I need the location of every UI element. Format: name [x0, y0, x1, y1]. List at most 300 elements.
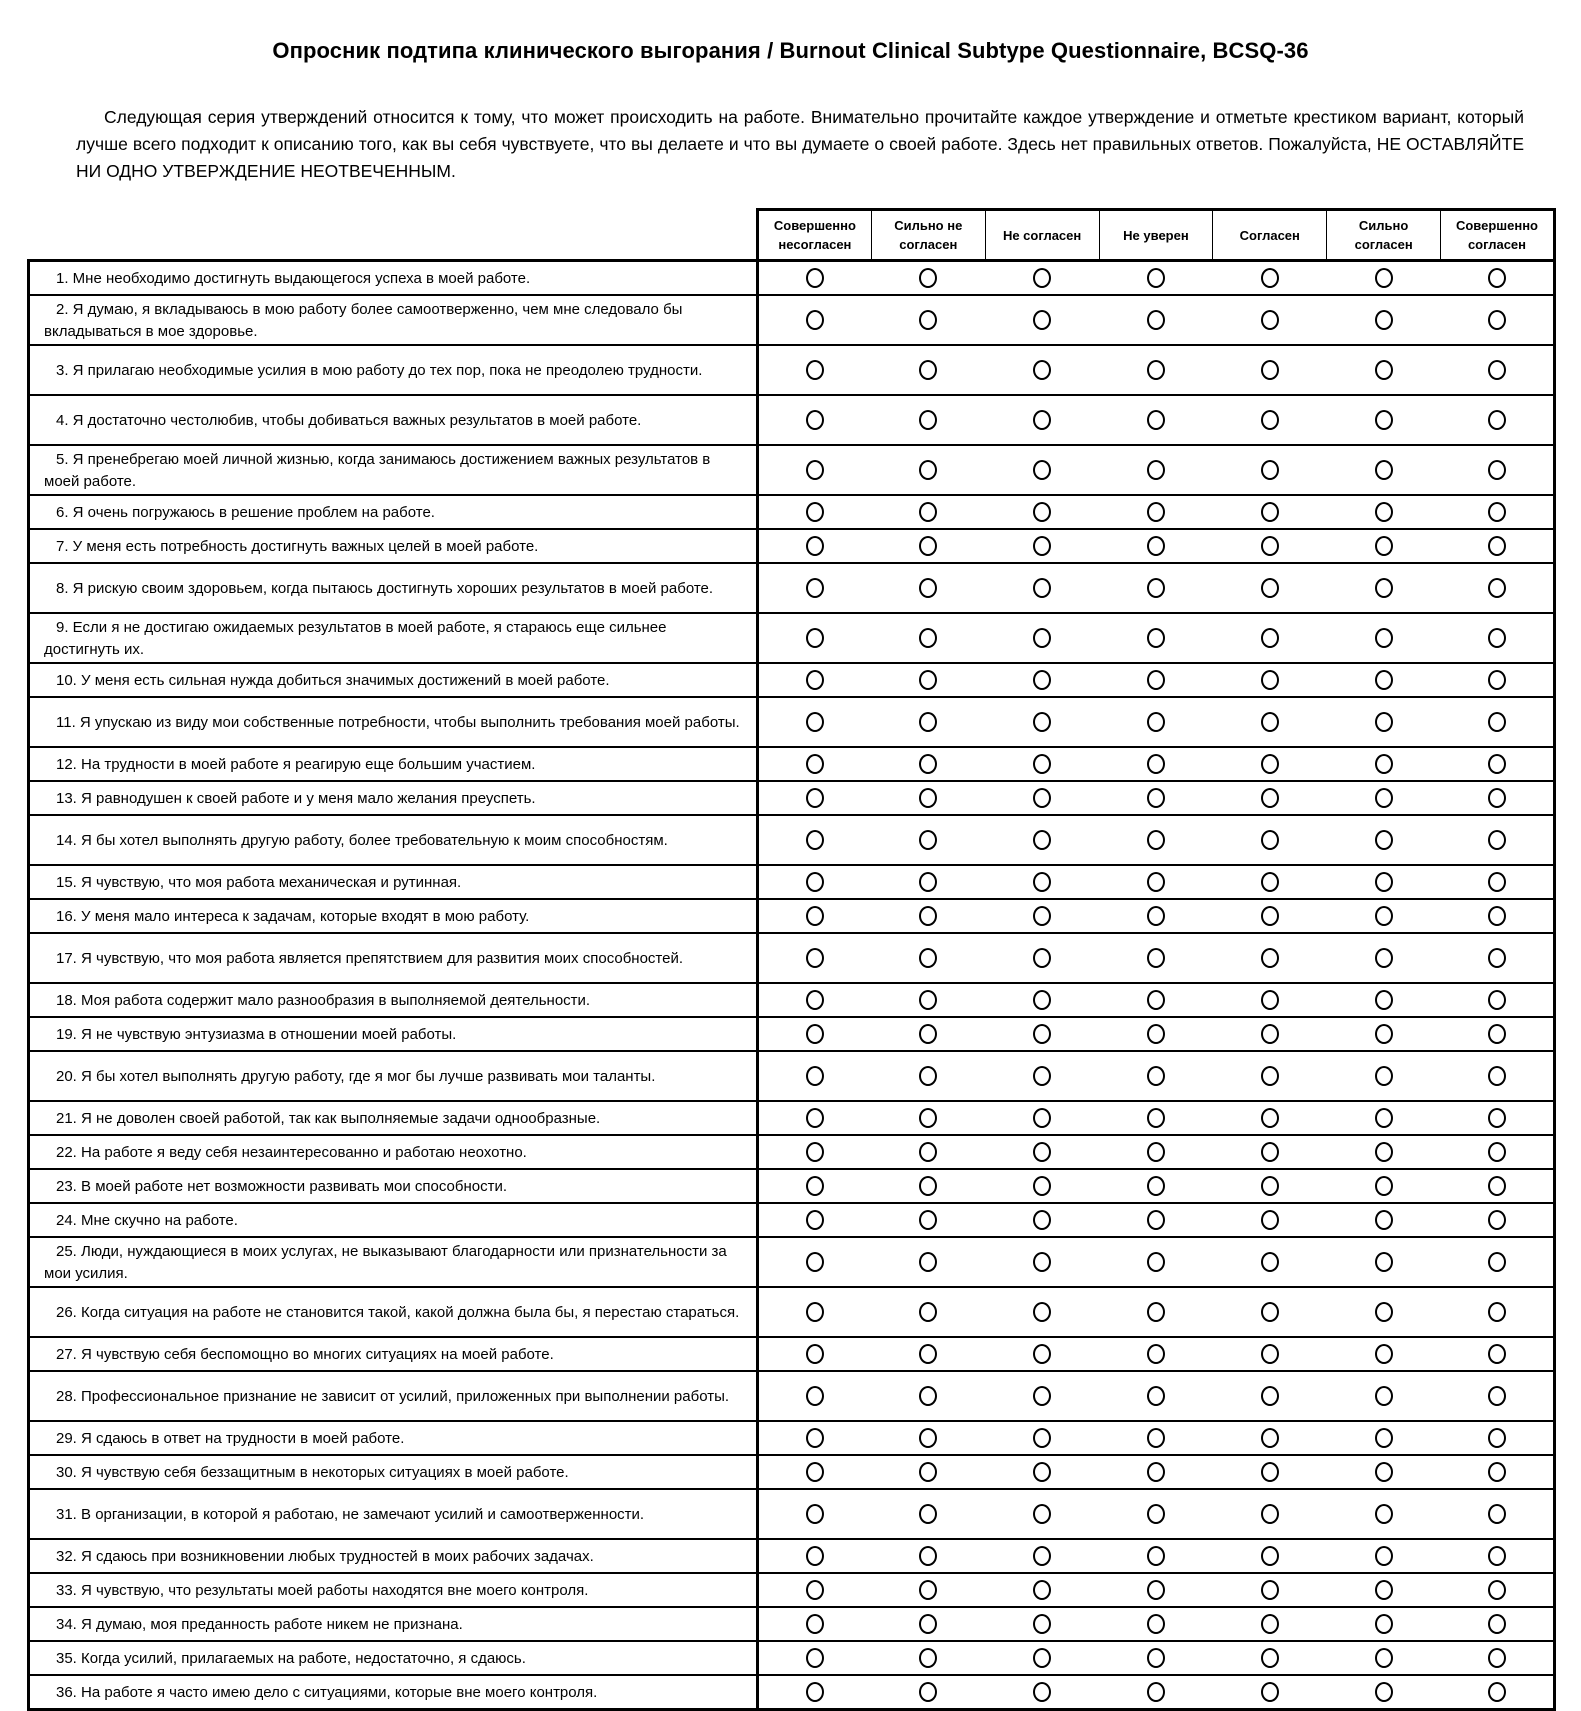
- answer-cell[interactable]: [1213, 1169, 1327, 1203]
- answer-cell[interactable]: [1327, 395, 1441, 445]
- answer-cell[interactable]: [1327, 1675, 1441, 1710]
- answer-cell[interactable]: [871, 563, 985, 613]
- answer-cell[interactable]: [1099, 1455, 1213, 1489]
- answer-circle-icon[interactable]: [1488, 1302, 1506, 1322]
- answer-cell[interactable]: [871, 1573, 985, 1607]
- answer-cell[interactable]: [1213, 1539, 1327, 1573]
- answer-circle-icon[interactable]: [1375, 788, 1393, 808]
- answer-circle-icon[interactable]: [806, 578, 824, 598]
- answer-cell[interactable]: [871, 1675, 985, 1710]
- answer-cell[interactable]: [758, 815, 872, 865]
- answer-circle-icon[interactable]: [1488, 268, 1506, 288]
- answer-circle-icon[interactable]: [1375, 578, 1393, 598]
- answer-cell[interactable]: [1099, 899, 1213, 933]
- answer-circle-icon[interactable]: [1488, 1344, 1506, 1364]
- answer-cell[interactable]: [1441, 295, 1555, 345]
- answer-cell[interactable]: [1441, 1017, 1555, 1051]
- answer-circle-icon[interactable]: [1488, 1580, 1506, 1600]
- answer-cell[interactable]: [1327, 563, 1441, 613]
- answer-circle-icon[interactable]: [1033, 1428, 1051, 1448]
- answer-circle-icon[interactable]: [806, 1648, 824, 1668]
- answer-cell[interactable]: [871, 747, 985, 781]
- answer-circle-icon[interactable]: [1147, 788, 1165, 808]
- answer-circle-icon[interactable]: [1375, 1302, 1393, 1322]
- answer-circle-icon[interactable]: [919, 460, 937, 480]
- answer-cell[interactable]: [1099, 1051, 1213, 1101]
- answer-circle-icon[interactable]: [1488, 670, 1506, 690]
- answer-cell[interactable]: [871, 495, 985, 529]
- answer-circle-icon[interactable]: [1147, 410, 1165, 430]
- answer-circle-icon[interactable]: [1488, 1504, 1506, 1524]
- answer-cell[interactable]: [1213, 345, 1327, 395]
- answer-cell[interactable]: [1327, 663, 1441, 697]
- answer-circle-icon[interactable]: [1147, 1462, 1165, 1482]
- answer-cell[interactable]: [1441, 1051, 1555, 1101]
- answer-cell[interactable]: [1213, 1135, 1327, 1169]
- answer-circle-icon[interactable]: [1033, 712, 1051, 732]
- answer-cell[interactable]: [1213, 1051, 1327, 1101]
- answer-cell[interactable]: [1327, 1539, 1441, 1573]
- answer-circle-icon[interactable]: [1261, 410, 1279, 430]
- answer-cell[interactable]: [1213, 933, 1327, 983]
- answer-cell[interactable]: [871, 295, 985, 345]
- answer-cell[interactable]: [1213, 1675, 1327, 1710]
- answer-circle-icon[interactable]: [1375, 1504, 1393, 1524]
- answer-cell[interactable]: [1327, 865, 1441, 899]
- answer-cell[interactable]: [871, 865, 985, 899]
- answer-circle-icon[interactable]: [1147, 536, 1165, 556]
- answer-cell[interactable]: [871, 395, 985, 445]
- answer-cell[interactable]: [985, 1287, 1099, 1337]
- answer-cell[interactable]: [758, 1371, 872, 1421]
- answer-circle-icon[interactable]: [1488, 1024, 1506, 1044]
- answer-circle-icon[interactable]: [1147, 1428, 1165, 1448]
- answer-circle-icon[interactable]: [1147, 990, 1165, 1010]
- answer-cell[interactable]: [1327, 1573, 1441, 1607]
- answer-cell[interactable]: [1441, 1169, 1555, 1203]
- answer-cell[interactable]: [1441, 865, 1555, 899]
- answer-cell[interactable]: [1099, 261, 1213, 296]
- answer-cell[interactable]: [758, 345, 872, 395]
- answer-cell[interactable]: [985, 1169, 1099, 1203]
- answer-circle-icon[interactable]: [919, 948, 937, 968]
- answer-cell[interactable]: [1099, 563, 1213, 613]
- answer-cell[interactable]: [758, 1203, 872, 1237]
- answer-cell[interactable]: [985, 1051, 1099, 1101]
- answer-circle-icon[interactable]: [1033, 502, 1051, 522]
- answer-circle-icon[interactable]: [919, 1344, 937, 1364]
- answer-cell[interactable]: [1441, 395, 1555, 445]
- answer-circle-icon[interactable]: [806, 670, 824, 690]
- answer-cell[interactable]: [1327, 815, 1441, 865]
- answer-circle-icon[interactable]: [1375, 1580, 1393, 1600]
- answer-circle-icon[interactable]: [919, 628, 937, 648]
- answer-cell[interactable]: [758, 1017, 872, 1051]
- answer-cell[interactable]: [871, 781, 985, 815]
- answer-circle-icon[interactable]: [1488, 830, 1506, 850]
- answer-circle-icon[interactable]: [1261, 1252, 1279, 1272]
- answer-cell[interactable]: [1213, 563, 1327, 613]
- answer-cell[interactable]: [871, 1135, 985, 1169]
- answer-cell[interactable]: [1441, 747, 1555, 781]
- answer-cell[interactable]: [871, 697, 985, 747]
- answer-cell[interactable]: [1327, 697, 1441, 747]
- answer-circle-icon[interactable]: [1261, 906, 1279, 926]
- answer-cell[interactable]: [1099, 697, 1213, 747]
- answer-circle-icon[interactable]: [1147, 1066, 1165, 1086]
- answer-cell[interactable]: [758, 261, 872, 296]
- answer-circle-icon[interactable]: [1147, 1024, 1165, 1044]
- answer-cell[interactable]: [758, 1051, 872, 1101]
- answer-circle-icon[interactable]: [1488, 360, 1506, 380]
- answer-cell[interactable]: [1099, 1371, 1213, 1421]
- answer-circle-icon[interactable]: [1261, 1344, 1279, 1364]
- answer-circle-icon[interactable]: [919, 1386, 937, 1406]
- answer-cell[interactable]: [758, 1489, 872, 1539]
- answer-cell[interactable]: [1327, 1641, 1441, 1675]
- answer-cell[interactable]: [758, 983, 872, 1017]
- answer-cell[interactable]: [1327, 933, 1441, 983]
- answer-cell[interactable]: [758, 613, 872, 663]
- answer-cell[interactable]: [985, 1607, 1099, 1641]
- answer-cell[interactable]: [985, 1337, 1099, 1371]
- answer-circle-icon[interactable]: [1033, 1580, 1051, 1600]
- answer-cell[interactable]: [1213, 1371, 1327, 1421]
- answer-circle-icon[interactable]: [1033, 830, 1051, 850]
- answer-cell[interactable]: [1213, 613, 1327, 663]
- answer-circle-icon[interactable]: [919, 310, 937, 330]
- answer-cell[interactable]: [985, 1489, 1099, 1539]
- answer-cell[interactable]: [1441, 1573, 1555, 1607]
- answer-circle-icon[interactable]: [919, 830, 937, 850]
- answer-cell[interactable]: [871, 1489, 985, 1539]
- answer-circle-icon[interactable]: [1488, 502, 1506, 522]
- answer-cell[interactable]: [1213, 1017, 1327, 1051]
- answer-circle-icon[interactable]: [1488, 1648, 1506, 1668]
- answer-cell[interactable]: [1441, 1675, 1555, 1710]
- answer-circle-icon[interactable]: [1033, 1302, 1051, 1322]
- answer-circle-icon[interactable]: [1261, 1580, 1279, 1600]
- answer-circle-icon[interactable]: [1147, 1546, 1165, 1566]
- answer-cell[interactable]: [871, 1101, 985, 1135]
- answer-cell[interactable]: [1099, 495, 1213, 529]
- answer-circle-icon[interactable]: [1261, 1614, 1279, 1634]
- answer-circle-icon[interactable]: [1375, 1648, 1393, 1668]
- answer-circle-icon[interactable]: [806, 628, 824, 648]
- answer-circle-icon[interactable]: [1488, 948, 1506, 968]
- answer-cell[interactable]: [1441, 697, 1555, 747]
- answer-cell[interactable]: [985, 899, 1099, 933]
- answer-cell[interactable]: [1099, 781, 1213, 815]
- answer-cell[interactable]: [758, 1539, 872, 1573]
- answer-circle-icon[interactable]: [1261, 1142, 1279, 1162]
- answer-cell[interactable]: [871, 899, 985, 933]
- answer-circle-icon[interactable]: [806, 1108, 824, 1128]
- answer-cell[interactable]: [1327, 613, 1441, 663]
- answer-circle-icon[interactable]: [1033, 1386, 1051, 1406]
- answer-circle-icon[interactable]: [919, 1252, 937, 1272]
- answer-cell[interactable]: [1327, 445, 1441, 495]
- answer-circle-icon[interactable]: [919, 1504, 937, 1524]
- answer-cell[interactable]: [758, 747, 872, 781]
- answer-cell[interactable]: [1213, 261, 1327, 296]
- answer-circle-icon[interactable]: [1488, 310, 1506, 330]
- answer-circle-icon[interactable]: [1375, 1462, 1393, 1482]
- answer-circle-icon[interactable]: [1375, 1252, 1393, 1272]
- answer-cell[interactable]: [871, 983, 985, 1017]
- answer-cell[interactable]: [1213, 1287, 1327, 1337]
- answer-circle-icon[interactable]: [1375, 360, 1393, 380]
- answer-cell[interactable]: [758, 1421, 872, 1455]
- answer-cell[interactable]: [1441, 1641, 1555, 1675]
- answer-cell[interactable]: [1213, 697, 1327, 747]
- answer-cell[interactable]: [985, 495, 1099, 529]
- answer-cell[interactable]: [1441, 663, 1555, 697]
- answer-cell[interactable]: [1441, 1421, 1555, 1455]
- answer-cell[interactable]: [758, 495, 872, 529]
- answer-cell[interactable]: [1213, 495, 1327, 529]
- answer-cell[interactable]: [1099, 1287, 1213, 1337]
- answer-circle-icon[interactable]: [1033, 360, 1051, 380]
- answer-cell[interactable]: [985, 529, 1099, 563]
- answer-circle-icon[interactable]: [1261, 1462, 1279, 1482]
- answer-circle-icon[interactable]: [806, 1252, 824, 1272]
- answer-cell[interactable]: [985, 445, 1099, 495]
- answer-cell[interactable]: [1327, 747, 1441, 781]
- answer-circle-icon[interactable]: [1147, 502, 1165, 522]
- answer-circle-icon[interactable]: [1033, 948, 1051, 968]
- answer-cell[interactable]: [1441, 495, 1555, 529]
- answer-cell[interactable]: [758, 865, 872, 899]
- answer-cell[interactable]: [871, 1203, 985, 1237]
- answer-cell[interactable]: [1099, 1237, 1213, 1287]
- answer-cell[interactable]: [1099, 295, 1213, 345]
- answer-circle-icon[interactable]: [1147, 712, 1165, 732]
- answer-circle-icon[interactable]: [1261, 990, 1279, 1010]
- answer-circle-icon[interactable]: [1375, 502, 1393, 522]
- answer-circle-icon[interactable]: [1261, 360, 1279, 380]
- answer-circle-icon[interactable]: [1147, 310, 1165, 330]
- answer-cell[interactable]: [1441, 1371, 1555, 1421]
- answer-circle-icon[interactable]: [1488, 410, 1506, 430]
- answer-cell[interactable]: [1213, 983, 1327, 1017]
- answer-circle-icon[interactable]: [1488, 1210, 1506, 1230]
- answer-cell[interactable]: [1441, 613, 1555, 663]
- answer-cell[interactable]: [1441, 983, 1555, 1017]
- answer-circle-icon[interactable]: [1261, 754, 1279, 774]
- answer-cell[interactable]: [985, 865, 1099, 899]
- answer-cell[interactable]: [1327, 495, 1441, 529]
- answer-circle-icon[interactable]: [806, 1210, 824, 1230]
- answer-cell[interactable]: [1213, 1489, 1327, 1539]
- answer-cell[interactable]: [871, 345, 985, 395]
- answer-cell[interactable]: [871, 261, 985, 296]
- answer-cell[interactable]: [985, 983, 1099, 1017]
- answer-circle-icon[interactable]: [1147, 1504, 1165, 1524]
- answer-circle-icon[interactable]: [919, 1682, 937, 1702]
- answer-circle-icon[interactable]: [1375, 1066, 1393, 1086]
- answer-circle-icon[interactable]: [1033, 1108, 1051, 1128]
- answer-cell[interactable]: [1441, 1455, 1555, 1489]
- answer-cell[interactable]: [1441, 899, 1555, 933]
- answer-cell[interactable]: [985, 933, 1099, 983]
- answer-cell[interactable]: [1327, 1421, 1441, 1455]
- answer-cell[interactable]: [1441, 1539, 1555, 1573]
- answer-cell[interactable]: [758, 1607, 872, 1641]
- answer-cell[interactable]: [1213, 663, 1327, 697]
- answer-circle-icon[interactable]: [806, 460, 824, 480]
- answer-circle-icon[interactable]: [919, 360, 937, 380]
- answer-cell[interactable]: [758, 563, 872, 613]
- answer-cell[interactable]: [1441, 815, 1555, 865]
- answer-cell[interactable]: [985, 1101, 1099, 1135]
- answer-circle-icon[interactable]: [1147, 1210, 1165, 1230]
- answer-circle-icon[interactable]: [919, 578, 937, 598]
- answer-cell[interactable]: [758, 445, 872, 495]
- answer-circle-icon[interactable]: [806, 1024, 824, 1044]
- answer-cell[interactable]: [1213, 781, 1327, 815]
- answer-circle-icon[interactable]: [1033, 1682, 1051, 1702]
- answer-circle-icon[interactable]: [1375, 1682, 1393, 1702]
- answer-cell[interactable]: [1213, 529, 1327, 563]
- answer-circle-icon[interactable]: [1488, 872, 1506, 892]
- answer-circle-icon[interactable]: [806, 1302, 824, 1322]
- answer-cell[interactable]: [1213, 1607, 1327, 1641]
- answer-circle-icon[interactable]: [806, 360, 824, 380]
- answer-cell[interactable]: [985, 815, 1099, 865]
- answer-cell[interactable]: [1213, 1237, 1327, 1287]
- answer-cell[interactable]: [1327, 1017, 1441, 1051]
- answer-circle-icon[interactable]: [1033, 628, 1051, 648]
- answer-circle-icon[interactable]: [806, 1428, 824, 1448]
- answer-circle-icon[interactable]: [1033, 460, 1051, 480]
- answer-circle-icon[interactable]: [806, 830, 824, 850]
- answer-cell[interactable]: [1441, 1607, 1555, 1641]
- answer-cell[interactable]: [985, 1573, 1099, 1607]
- answer-circle-icon[interactable]: [919, 670, 937, 690]
- answer-cell[interactable]: [985, 563, 1099, 613]
- answer-cell[interactable]: [1441, 1287, 1555, 1337]
- answer-cell[interactable]: [1441, 1337, 1555, 1371]
- answer-circle-icon[interactable]: [806, 502, 824, 522]
- answer-cell[interactable]: [1213, 1337, 1327, 1371]
- answer-circle-icon[interactable]: [1375, 754, 1393, 774]
- answer-circle-icon[interactable]: [1375, 1024, 1393, 1044]
- answer-circle-icon[interactable]: [1375, 536, 1393, 556]
- answer-circle-icon[interactable]: [1147, 872, 1165, 892]
- answer-circle-icon[interactable]: [1147, 1386, 1165, 1406]
- answer-cell[interactable]: [1099, 1539, 1213, 1573]
- answer-cell[interactable]: [758, 295, 872, 345]
- answer-cell[interactable]: [985, 747, 1099, 781]
- answer-circle-icon[interactable]: [1488, 712, 1506, 732]
- answer-cell[interactable]: [1327, 899, 1441, 933]
- answer-circle-icon[interactable]: [1375, 1428, 1393, 1448]
- answer-circle-icon[interactable]: [1375, 872, 1393, 892]
- answer-circle-icon[interactable]: [1033, 906, 1051, 926]
- answer-cell[interactable]: [1099, 395, 1213, 445]
- answer-cell[interactable]: [1441, 445, 1555, 495]
- answer-cell[interactable]: [1099, 865, 1213, 899]
- answer-cell[interactable]: [758, 781, 872, 815]
- answer-circle-icon[interactable]: [919, 1302, 937, 1322]
- answer-circle-icon[interactable]: [1375, 410, 1393, 430]
- answer-cell[interactable]: [1441, 1203, 1555, 1237]
- answer-cell[interactable]: [1213, 445, 1327, 495]
- answer-circle-icon[interactable]: [806, 1682, 824, 1702]
- answer-circle-icon[interactable]: [919, 1210, 937, 1230]
- answer-cell[interactable]: [985, 781, 1099, 815]
- answer-circle-icon[interactable]: [1488, 1066, 1506, 1086]
- answer-circle-icon[interactable]: [806, 906, 824, 926]
- answer-circle-icon[interactable]: [919, 1024, 937, 1044]
- answer-cell[interactable]: [1099, 1489, 1213, 1539]
- answer-circle-icon[interactable]: [919, 1428, 937, 1448]
- answer-circle-icon[interactable]: [1261, 1210, 1279, 1230]
- answer-cell[interactable]: [1441, 781, 1555, 815]
- answer-cell[interactable]: [1099, 445, 1213, 495]
- answer-cell[interactable]: [1099, 747, 1213, 781]
- answer-cell[interactable]: [1099, 1101, 1213, 1135]
- answer-circle-icon[interactable]: [1488, 1682, 1506, 1702]
- answer-circle-icon[interactable]: [1375, 712, 1393, 732]
- answer-cell[interactable]: [1327, 1337, 1441, 1371]
- answer-cell[interactable]: [871, 1371, 985, 1421]
- answer-circle-icon[interactable]: [1261, 1108, 1279, 1128]
- answer-circle-icon[interactable]: [806, 1066, 824, 1086]
- answer-cell[interactable]: [1099, 933, 1213, 983]
- answer-cell[interactable]: [985, 1641, 1099, 1675]
- answer-cell[interactable]: [1213, 899, 1327, 933]
- answer-cell[interactable]: [1327, 1169, 1441, 1203]
- answer-cell[interactable]: [1099, 613, 1213, 663]
- answer-cell[interactable]: [1327, 983, 1441, 1017]
- answer-cell[interactable]: [1213, 1203, 1327, 1237]
- answer-circle-icon[interactable]: [1033, 578, 1051, 598]
- answer-circle-icon[interactable]: [1261, 1066, 1279, 1086]
- answer-circle-icon[interactable]: [919, 754, 937, 774]
- answer-circle-icon[interactable]: [1261, 670, 1279, 690]
- answer-cell[interactable]: [758, 395, 872, 445]
- answer-circle-icon[interactable]: [1147, 1176, 1165, 1196]
- answer-circle-icon[interactable]: [1033, 1648, 1051, 1668]
- answer-circle-icon[interactable]: [1261, 788, 1279, 808]
- answer-circle-icon[interactable]: [1375, 268, 1393, 288]
- answer-circle-icon[interactable]: [1033, 1504, 1051, 1524]
- answer-cell[interactable]: [1441, 261, 1555, 296]
- answer-cell[interactable]: [985, 1203, 1099, 1237]
- answer-circle-icon[interactable]: [806, 712, 824, 732]
- answer-cell[interactable]: [1099, 345, 1213, 395]
- answer-circle-icon[interactable]: [1375, 1108, 1393, 1128]
- answer-cell[interactable]: [871, 1337, 985, 1371]
- answer-cell[interactable]: [871, 1421, 985, 1455]
- answer-cell[interactable]: [1327, 261, 1441, 296]
- answer-circle-icon[interactable]: [1488, 1462, 1506, 1482]
- answer-circle-icon[interactable]: [1147, 1344, 1165, 1364]
- answer-cell[interactable]: [1099, 1421, 1213, 1455]
- answer-cell[interactable]: [1099, 1337, 1213, 1371]
- answer-circle-icon[interactable]: [919, 1580, 937, 1600]
- answer-cell[interactable]: [985, 1135, 1099, 1169]
- answer-circle-icon[interactable]: [1488, 1108, 1506, 1128]
- answer-circle-icon[interactable]: [1033, 536, 1051, 556]
- answer-circle-icon[interactable]: [1375, 990, 1393, 1010]
- answer-cell[interactable]: [871, 613, 985, 663]
- answer-circle-icon[interactable]: [1261, 1682, 1279, 1702]
- answer-circle-icon[interactable]: [1488, 1142, 1506, 1162]
- answer-circle-icon[interactable]: [806, 788, 824, 808]
